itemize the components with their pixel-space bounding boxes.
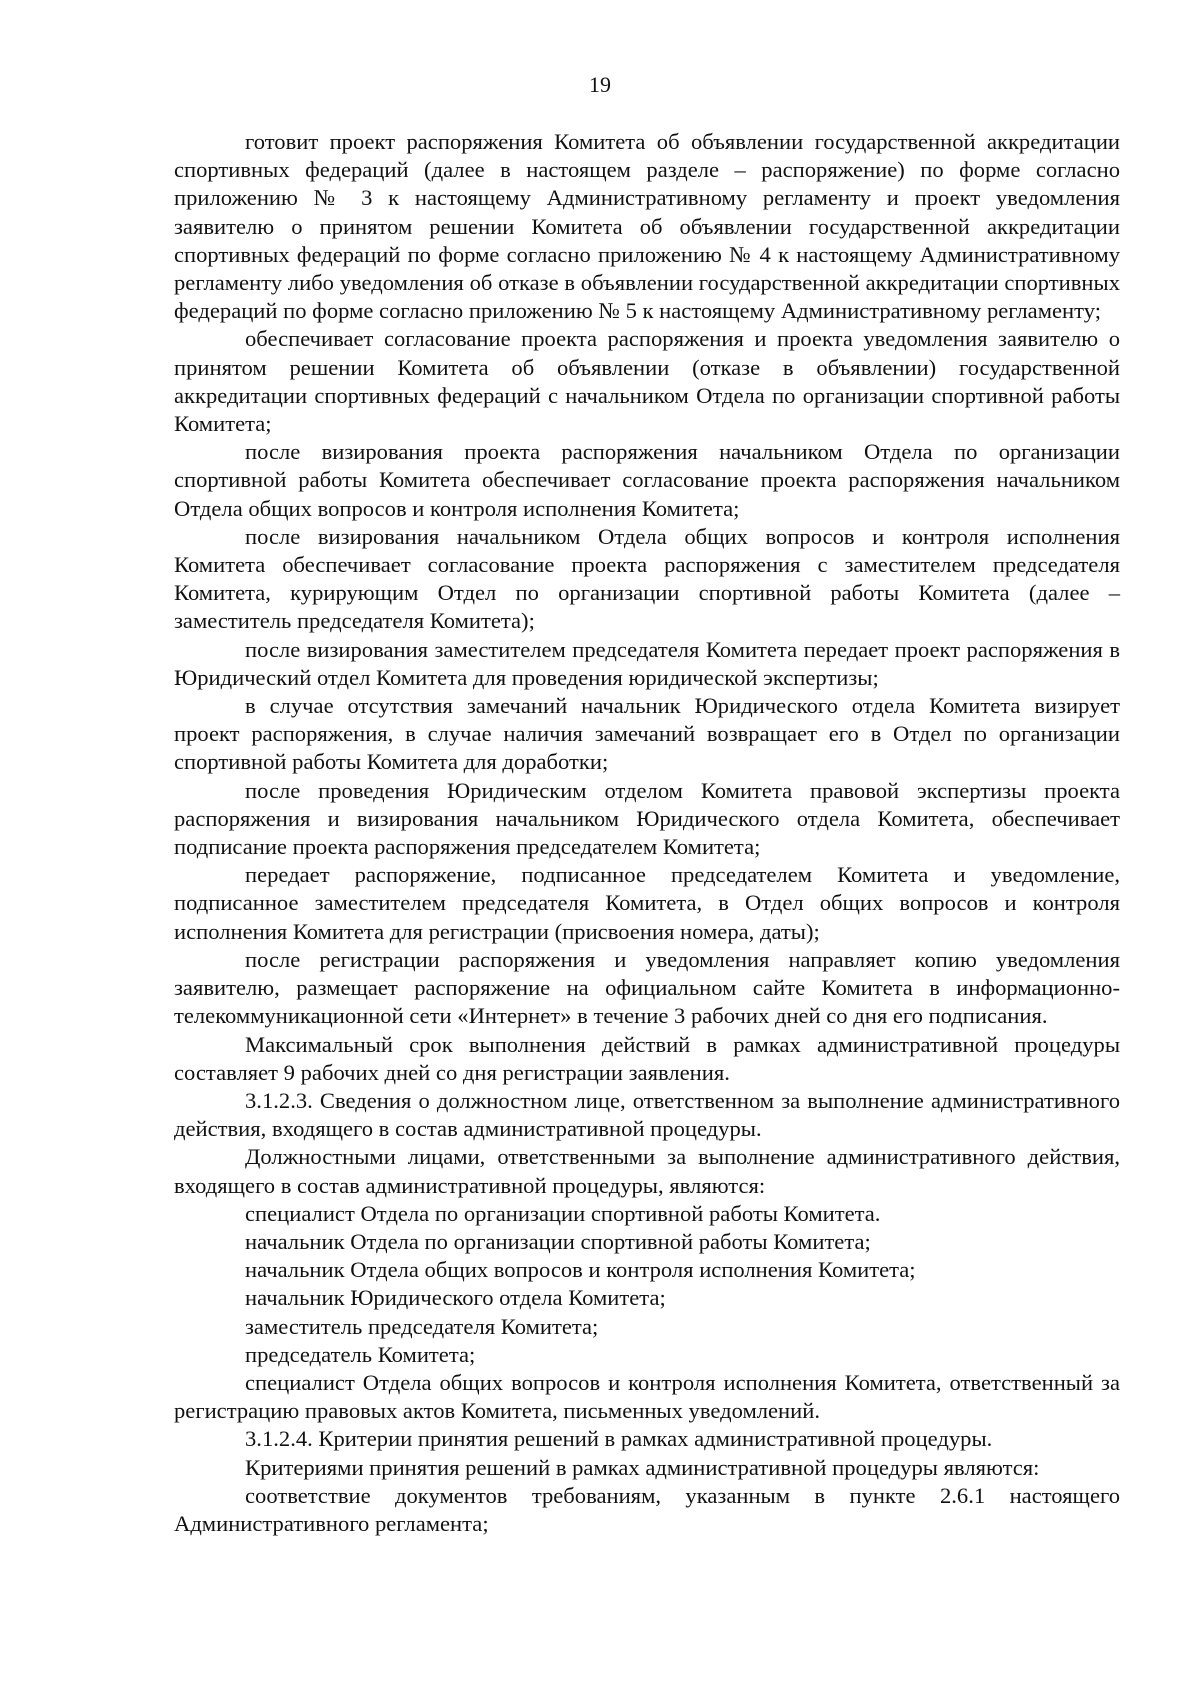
page-number: 19	[589, 72, 611, 97]
list-item: специалист Отдела общих вопросов и контроля исполнения Комитета, ответственный за регистрацию правовых актов Комитета, письменных уведомлений.	[174, 1369, 1120, 1424]
paragraph: после визирования начальником Отдела общих вопросов и контроля исполнения Комитета обеспечивает согласование проекта распоряжения с заместителем председателя Комитета, курирующим Отдел по организации спортивной работы Комитета (далее – заместитель председателя Комитета);	[174, 523, 1120, 634]
list-item: заместитель председателя Комитета;	[245, 1313, 599, 1339]
paragraph: в случае отсутствия замечаний начальник Юридического отдела Комитета визирует проект распоряжения, в случае наличия замечаний возвращает его в Отдел по организации спортивной работы Комитета для доработки;	[174, 693, 1120, 775]
paragraph: Должностными лицами, ответственными за выполнение административного действия, входящего в состав административной процедуры, являются:	[174, 1144, 1120, 1198]
paragraph: после визирования проекта распоряжения начальником Отдела по организации спортивной работы Комитета обеспечивает согласование проекта распоряжения начальником Отдела общих вопросов и контроля исполнения Комитета;	[174, 439, 1120, 521]
section-heading: 3.1.2.4. Критерии принятия решений в рамках административной процедуры.	[245, 1426, 993, 1452]
list-item: председатель Комитета;	[245, 1341, 476, 1367]
paragraph: после проведения Юридическим отделом Комитета правовой экспертизы проекта распоряжения и визирования начальником Юридического отдела Комитета, обеспечивает подписание проекта распоряжения председателем Комитета;	[174, 777, 1120, 860]
list-item: специалист Отдела по организации спортивной работы Комитета.	[245, 1200, 881, 1226]
list-item: начальник Юридического отдела Комитета;	[245, 1285, 666, 1311]
paragraph: Критериями принятия решений в рамках административной процедуры являются:	[245, 1454, 1040, 1480]
list-item: начальник Отдела по организации спортивной работы Комитета;	[245, 1228, 871, 1254]
document-body	[174, 128, 1120, 1538]
paragraph: после визирования заместителем председателя Комитета передает проект распоряжения в Юридический отдел Комитета для проведения юридической экспертизы;	[174, 636, 1120, 690]
section-heading: 3.1.2.3. Сведения о должностном лице, ответственном за выполнение административного действия, входящего в состав административной процедуры.	[174, 1087, 1120, 1142]
paragraph: обеспечивает согласование проекта распоряжения и проекта уведомления заявителю о принятом решении Комитета об объявлении (отказе в объявлении) государственной аккредитации спортивных федераций с начальником Отдела по организации спортивной работы Комитета;	[174, 326, 1120, 437]
paragraph: готовит проект распоряжения Комитета об объявлении государственной аккредитации спортивных федераций (далее в настоящем разделе – распоряжение) по форме согласно приложению № 3 к настоящему Административному регламенту и проект уведомления заявителю о принятом решении Комитета об объявлении государственной аккредитации спортивных федераций по форме согласно приложению № 4 к настоящему Административному регламенту либо уведомления об отказе в объявлении государственной аккредитации спортивных федераций по форме согласно приложению № 5 к настоящему Административному регламенту;	[174, 129, 1120, 324]
paragraph: передает распоряжение, подписанное председателем Комитета и уведомление, подписанное заместителем председателя Комитета, в Отдел общих вопросов и контроля исполнения Комитета для регистрации (присвоения номера, даты);	[174, 862, 1120, 944]
paragraph: после регистрации распоряжения и уведомления направляет копию уведомления заявителю, размещает распоряжение на официальном сайте Комитета в информационно-телекоммуникационной сети «Интернет» в течение 3 рабочих дней со дня его подписания.	[174, 946, 1120, 1029]
list-item: соответствие документов требованиям, указанным в пункте 2.6.1 настоящего Административного регламента;	[174, 1482, 1120, 1536]
list-item: начальник Отдела общих вопросов и контроля исполнения Комитета;	[245, 1257, 916, 1283]
paragraph: Максимальный срок выполнения действий в рамках административной процедуры составляет 9 рабочих дней со дня регистрации заявления.	[174, 1031, 1120, 1085]
